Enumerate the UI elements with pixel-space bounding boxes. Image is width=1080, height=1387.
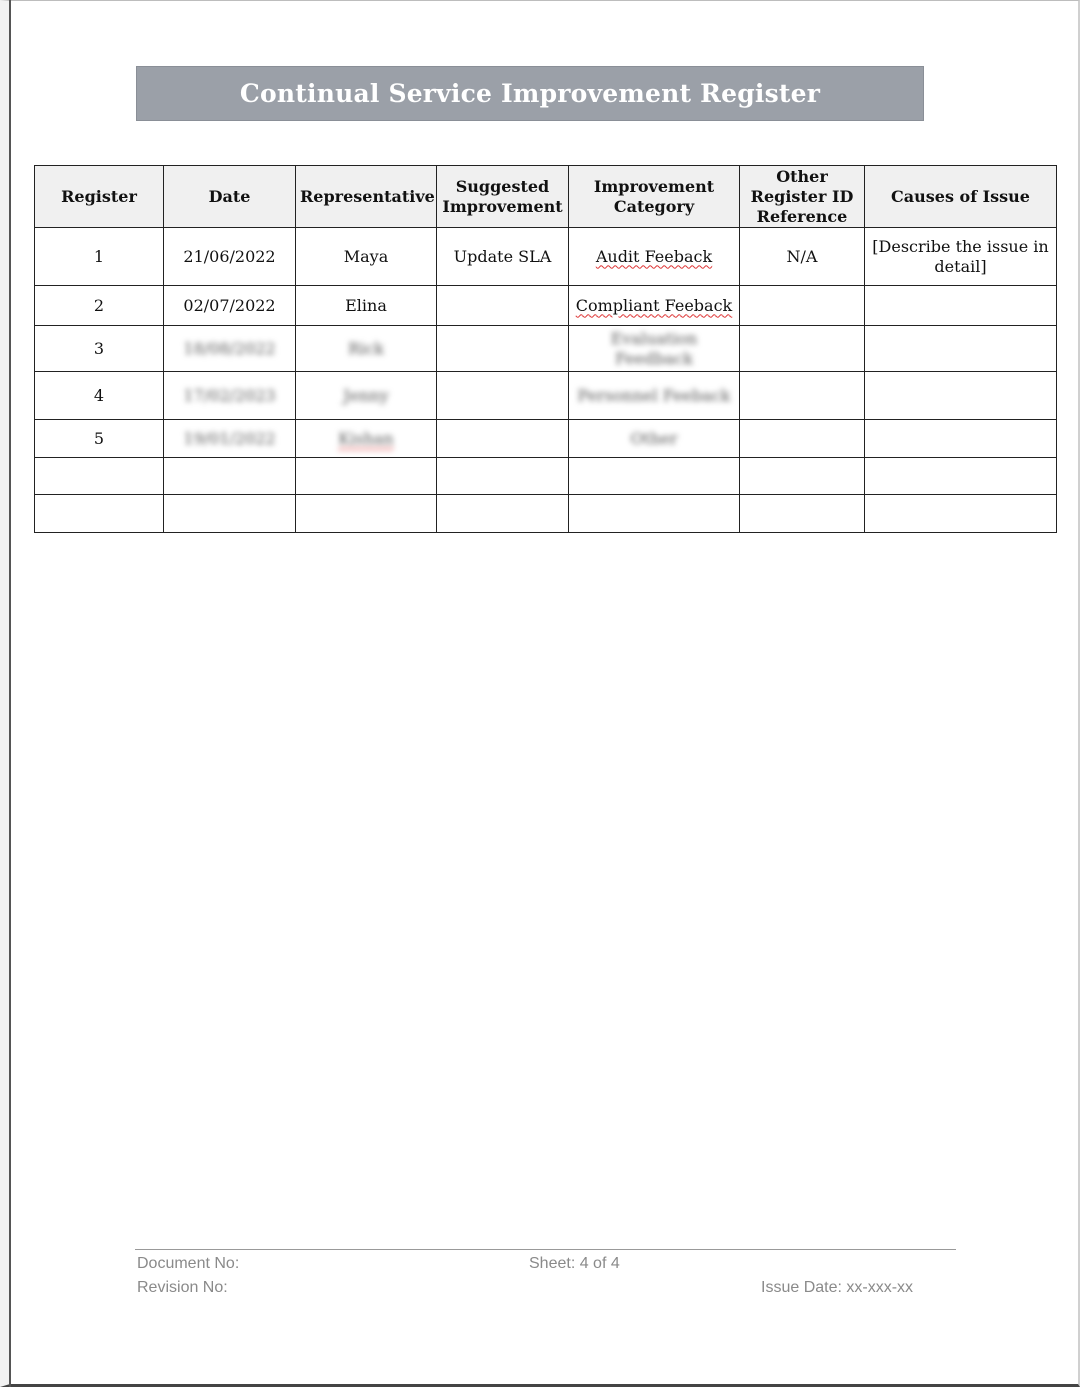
cell-date [164,372,296,420]
cell-date [164,420,296,458]
cell-causes-of-issue [865,420,1057,458]
cell-register: 1 [35,228,164,286]
blurred-category: Personnel Feeback [577,385,731,405]
header-representative: Representative [296,166,437,228]
category-text: Audit Feeback [595,246,713,266]
header-causes-of-issue: Causes of Issue [865,166,1057,228]
cell-improvement-category [569,326,740,372]
cell-causes-of-issue [865,458,1057,495]
cell-other-register-id [740,326,865,372]
cell-representative [296,420,437,458]
cell-causes-of-issue [865,372,1057,420]
cell-representative [296,458,437,495]
cell-improvement-category [569,286,740,326]
cell-representative [296,372,437,420]
blurred-representative: Kishan [338,428,394,448]
cell-improvement-category [569,420,740,458]
cell-register: 5 [35,420,164,458]
table-header-row [35,166,1057,228]
footer-document-no: Document No: [137,1255,240,1272]
cell-suggested-improvement [437,286,569,326]
blurred-representative: Jenny [343,385,389,405]
cell-representative [296,495,437,533]
table-row [35,286,1057,326]
cell-suggested-improvement: Update SLA [437,228,569,286]
cell-suggested-improvement [437,372,569,420]
register-table [34,165,1057,533]
cell-suggested-improvement [437,458,569,495]
blurred-date: 18/08/2022 [183,338,276,358]
cell-representative: Elina [296,286,437,326]
cell-improvement-category [569,495,740,533]
header-suggested-improvement: Suggested Improvement [437,166,569,228]
header-date: Date [164,166,296,228]
cell-register: 3 [35,326,164,372]
header-other-register-id: Other Register ID Reference [740,166,865,228]
cell-improvement-category [569,372,740,420]
cell-register [35,458,164,495]
blurred-category: Other [630,428,678,448]
table-row [35,495,1057,533]
table-row [35,372,1057,420]
cell-suggested-improvement [437,326,569,372]
header-register: Register [35,166,164,228]
cell-date: 21/06/2022 [164,228,296,286]
cell-date: 02/07/2022 [164,286,296,326]
table-row [35,420,1057,458]
document-title: Continual Service Improvement Register [239,79,821,108]
blurred-date: 17/02/2023 [183,385,276,405]
header-improvement-category: Improvement Category [569,166,740,228]
cell-causes-of-issue: [Describe the issue in detail] [865,228,1057,286]
cell-suggested-improvement [437,495,569,533]
cell-representative: Maya [296,228,437,286]
category-text: Compliant Feeback [575,295,733,315]
cell-other-register-id [740,372,865,420]
cell-date [164,458,296,495]
cell-other-register-id: N/A [740,228,865,286]
blurred-category: Evaluation Feedback [610,328,698,368]
cell-register: 4 [35,372,164,420]
cell-causes-of-issue [865,495,1057,533]
blurred-date: 19/01/2022 [183,428,276,448]
footer-issue-date: Issue Date: xx-xxx-xx [761,1279,914,1296]
cell-improvement-category [569,228,740,286]
cell-causes-of-issue [865,286,1057,326]
cell-representative [296,326,437,372]
table-row [35,326,1057,372]
cell-other-register-id [740,286,865,326]
page-left-edge [9,0,11,1387]
table-row [35,228,1057,286]
footer-divider [135,1249,956,1250]
footer-sheet: Sheet: 4 of 4 [529,1255,620,1272]
title-banner [136,66,924,121]
cell-other-register-id [740,458,865,495]
cell-date [164,326,296,372]
cell-suggested-improvement [437,420,569,458]
blurred-representative: Rick [348,338,384,358]
cell-register [35,495,164,533]
cell-date [164,495,296,533]
table-row [35,458,1057,495]
cell-register: 2 [35,286,164,326]
cell-other-register-id [740,495,865,533]
cell-improvement-category [569,458,740,495]
cell-causes-of-issue [865,326,1057,372]
cell-other-register-id [740,420,865,458]
footer-revision-no: Revision No: [137,1279,228,1296]
